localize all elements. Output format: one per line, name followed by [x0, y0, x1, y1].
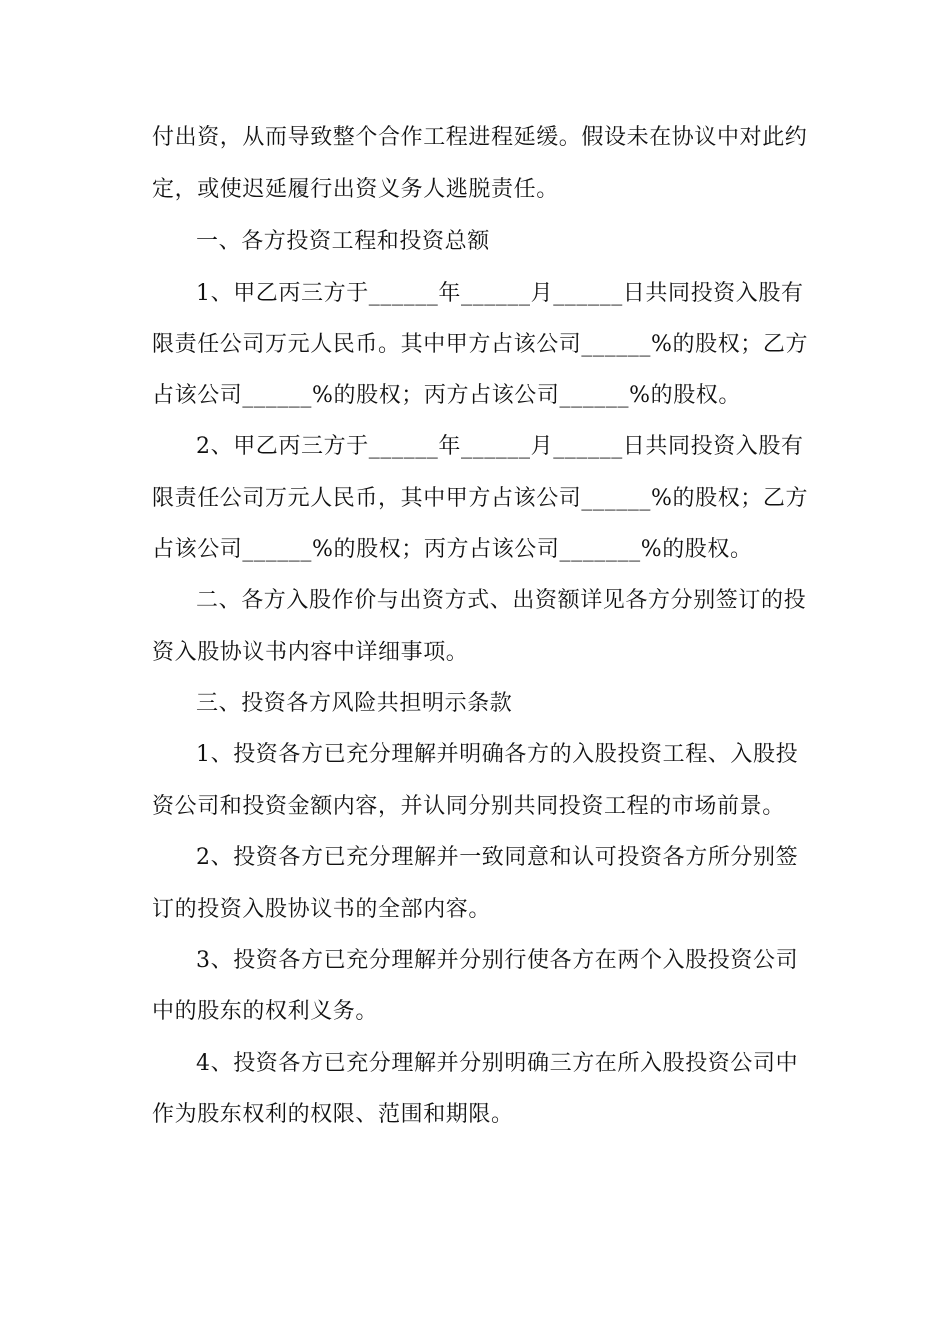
- text-line: 1、投资各方已充分理解并明确各方的入股投资工程、入股投: [196, 742, 799, 767]
- text-line: 资入股协议书内容中详细事项。: [152, 640, 469, 665]
- text-line: 资公司和投资金额内容，并认同分别共同投资工程的市场前景。: [152, 794, 785, 819]
- text-line: 占该公司______%的股权；丙方占该公司_______%的股权。: [152, 537, 753, 562]
- text-line: 付出资，从而导致整个合作工程进程延缓。假设未在协议中对此约: [152, 125, 808, 150]
- text-line: 占该公司______%的股权；丙方占该公司______%的股权。: [152, 383, 742, 408]
- text-line: 订的投资入股协议书的全部内容。: [152, 897, 492, 922]
- text-line: 2、甲乙丙三方于______年______月______日共同投资入股有: [196, 434, 804, 459]
- section-heading: 二、各方入股作价与出资方式、出资额详见各方分别签订的投: [196, 588, 807, 613]
- text-line: 2、投资各方已充分理解并一致同意和认可投资各方所分别签: [196, 845, 799, 870]
- section-heading: 三、投资各方风险共担明示条款: [196, 691, 513, 716]
- text-line: 作为股东权利的权限、范围和期限。: [152, 1102, 514, 1127]
- text-line: 限责任公司万元人民币，其中甲方占该公司______%的股权；乙方: [152, 486, 809, 511]
- text-line: 4、投资各方已充分理解并分别明确三方在所入股投资公司中: [196, 1051, 799, 1076]
- section-heading: 一、各方投资工程和投资总额: [196, 229, 490, 254]
- text-line: 1、甲乙丙三方于______年______月______日共同投资入股有: [196, 281, 804, 306]
- text-line: 限责任公司万元人民币。其中甲方占该公司______%的股权；乙方: [152, 332, 809, 357]
- text-line: 3、投资各方已充分理解并分别行使各方在两个入股投资公司: [196, 948, 799, 973]
- text-line: 中的股东的权利义务。: [152, 999, 379, 1024]
- text-line: 定，或使迟延履行出资义务人逃脱责任。: [152, 177, 559, 202]
